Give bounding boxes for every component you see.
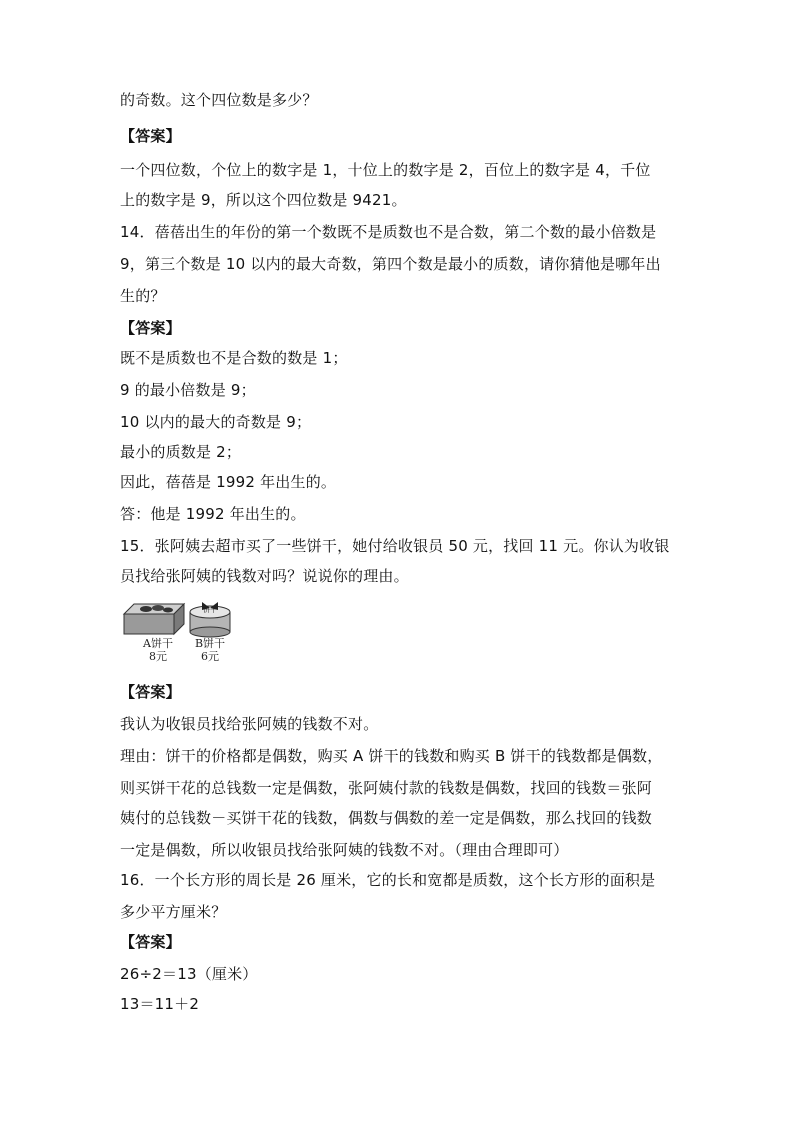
question-16: 16．一个长方形的周长是 26 厘米，它的长和宽都是质数，这个长方形的面积是 [120,871,656,889]
question-15: 15．张阿姨去超市买了一些饼干，她付给收银员 50 元，找回 11 元。你认为收银 [120,537,670,555]
text-line: 多少平方厘米？ [120,903,227,921]
biscuit-b-price: 6元 [201,650,219,663]
text-line: 答：他是 1992 年出生的。 [120,505,306,523]
text-line: 生的？ [120,287,166,305]
biscuit-b-lid-label: 饼干 [203,606,217,614]
text-line: 一定是偶数，所以收银员找给张阿姨的钱数不对。（理由合理即可） [120,841,569,859]
answer-heading: 【答案】 [120,683,181,701]
answer-heading: 【答案】 [120,319,181,337]
text-line: 10 以内的最大的奇数是 9； [120,413,312,431]
text-line: 13＝11＋2 [120,995,200,1013]
text-line: 则买饼干花的总钱数一定是偶数，张阿姨付款的钱数是偶数，找回的钱数＝张阿 [120,779,653,797]
text-line: 9，第三个数是 10 以内的最大奇数，第四个数是最小的质数，请你猜他是哪年出 [120,255,661,273]
text-line: 9 的最小倍数是 9； [120,381,256,399]
answer-heading: 【答案】 [120,933,181,951]
text-line: 上的数字是 9，所以这个四位数是 9421。 [120,191,407,209]
biscuit-b-name: B饼干 [194,637,226,650]
text-line: 既不是质数也不是合数的数是 1； [120,349,348,367]
biscuit-boxes-image [120,596,240,640]
text-line: 因此，蓓蓓是 1992 年出生的。 [120,473,337,491]
question-14: 14．蓓蓓出生的年份的第一个数既不是质数也不是合数，第二个数的最小倍数是 [120,223,657,241]
text-line: 的奇数。这个四位数是多少？ [120,91,318,109]
biscuit-a-price: 8元 [149,650,167,663]
biscuit-illustration [120,596,240,668]
biscuit-a-name: A饼干 [143,637,173,650]
text-line: 理由：饼干的价格都是偶数，购买 A 饼干的钱数和购买 B 饼干的钱数都是偶数， [120,747,663,765]
text-line: 一个四位数，个位上的数字是 1，十位上的数字是 2，百位上的数字是 4，千位 [120,161,651,179]
text-line: 我认为收银员找给张阿姨的钱数不对。 [120,715,379,733]
text-line: 最小的质数是 2； [120,443,242,461]
text-line: 员找给张阿姨的钱数对吗？说说你的理由。 [120,567,409,585]
text-line: 26÷2＝13（厘米） [120,965,258,983]
text-line: 姨付的总钱数－买饼干花的钱数，偶数与偶数的差一定是偶数，那么找回的钱数 [120,809,653,827]
answer-heading: 【答案】 [120,127,181,145]
